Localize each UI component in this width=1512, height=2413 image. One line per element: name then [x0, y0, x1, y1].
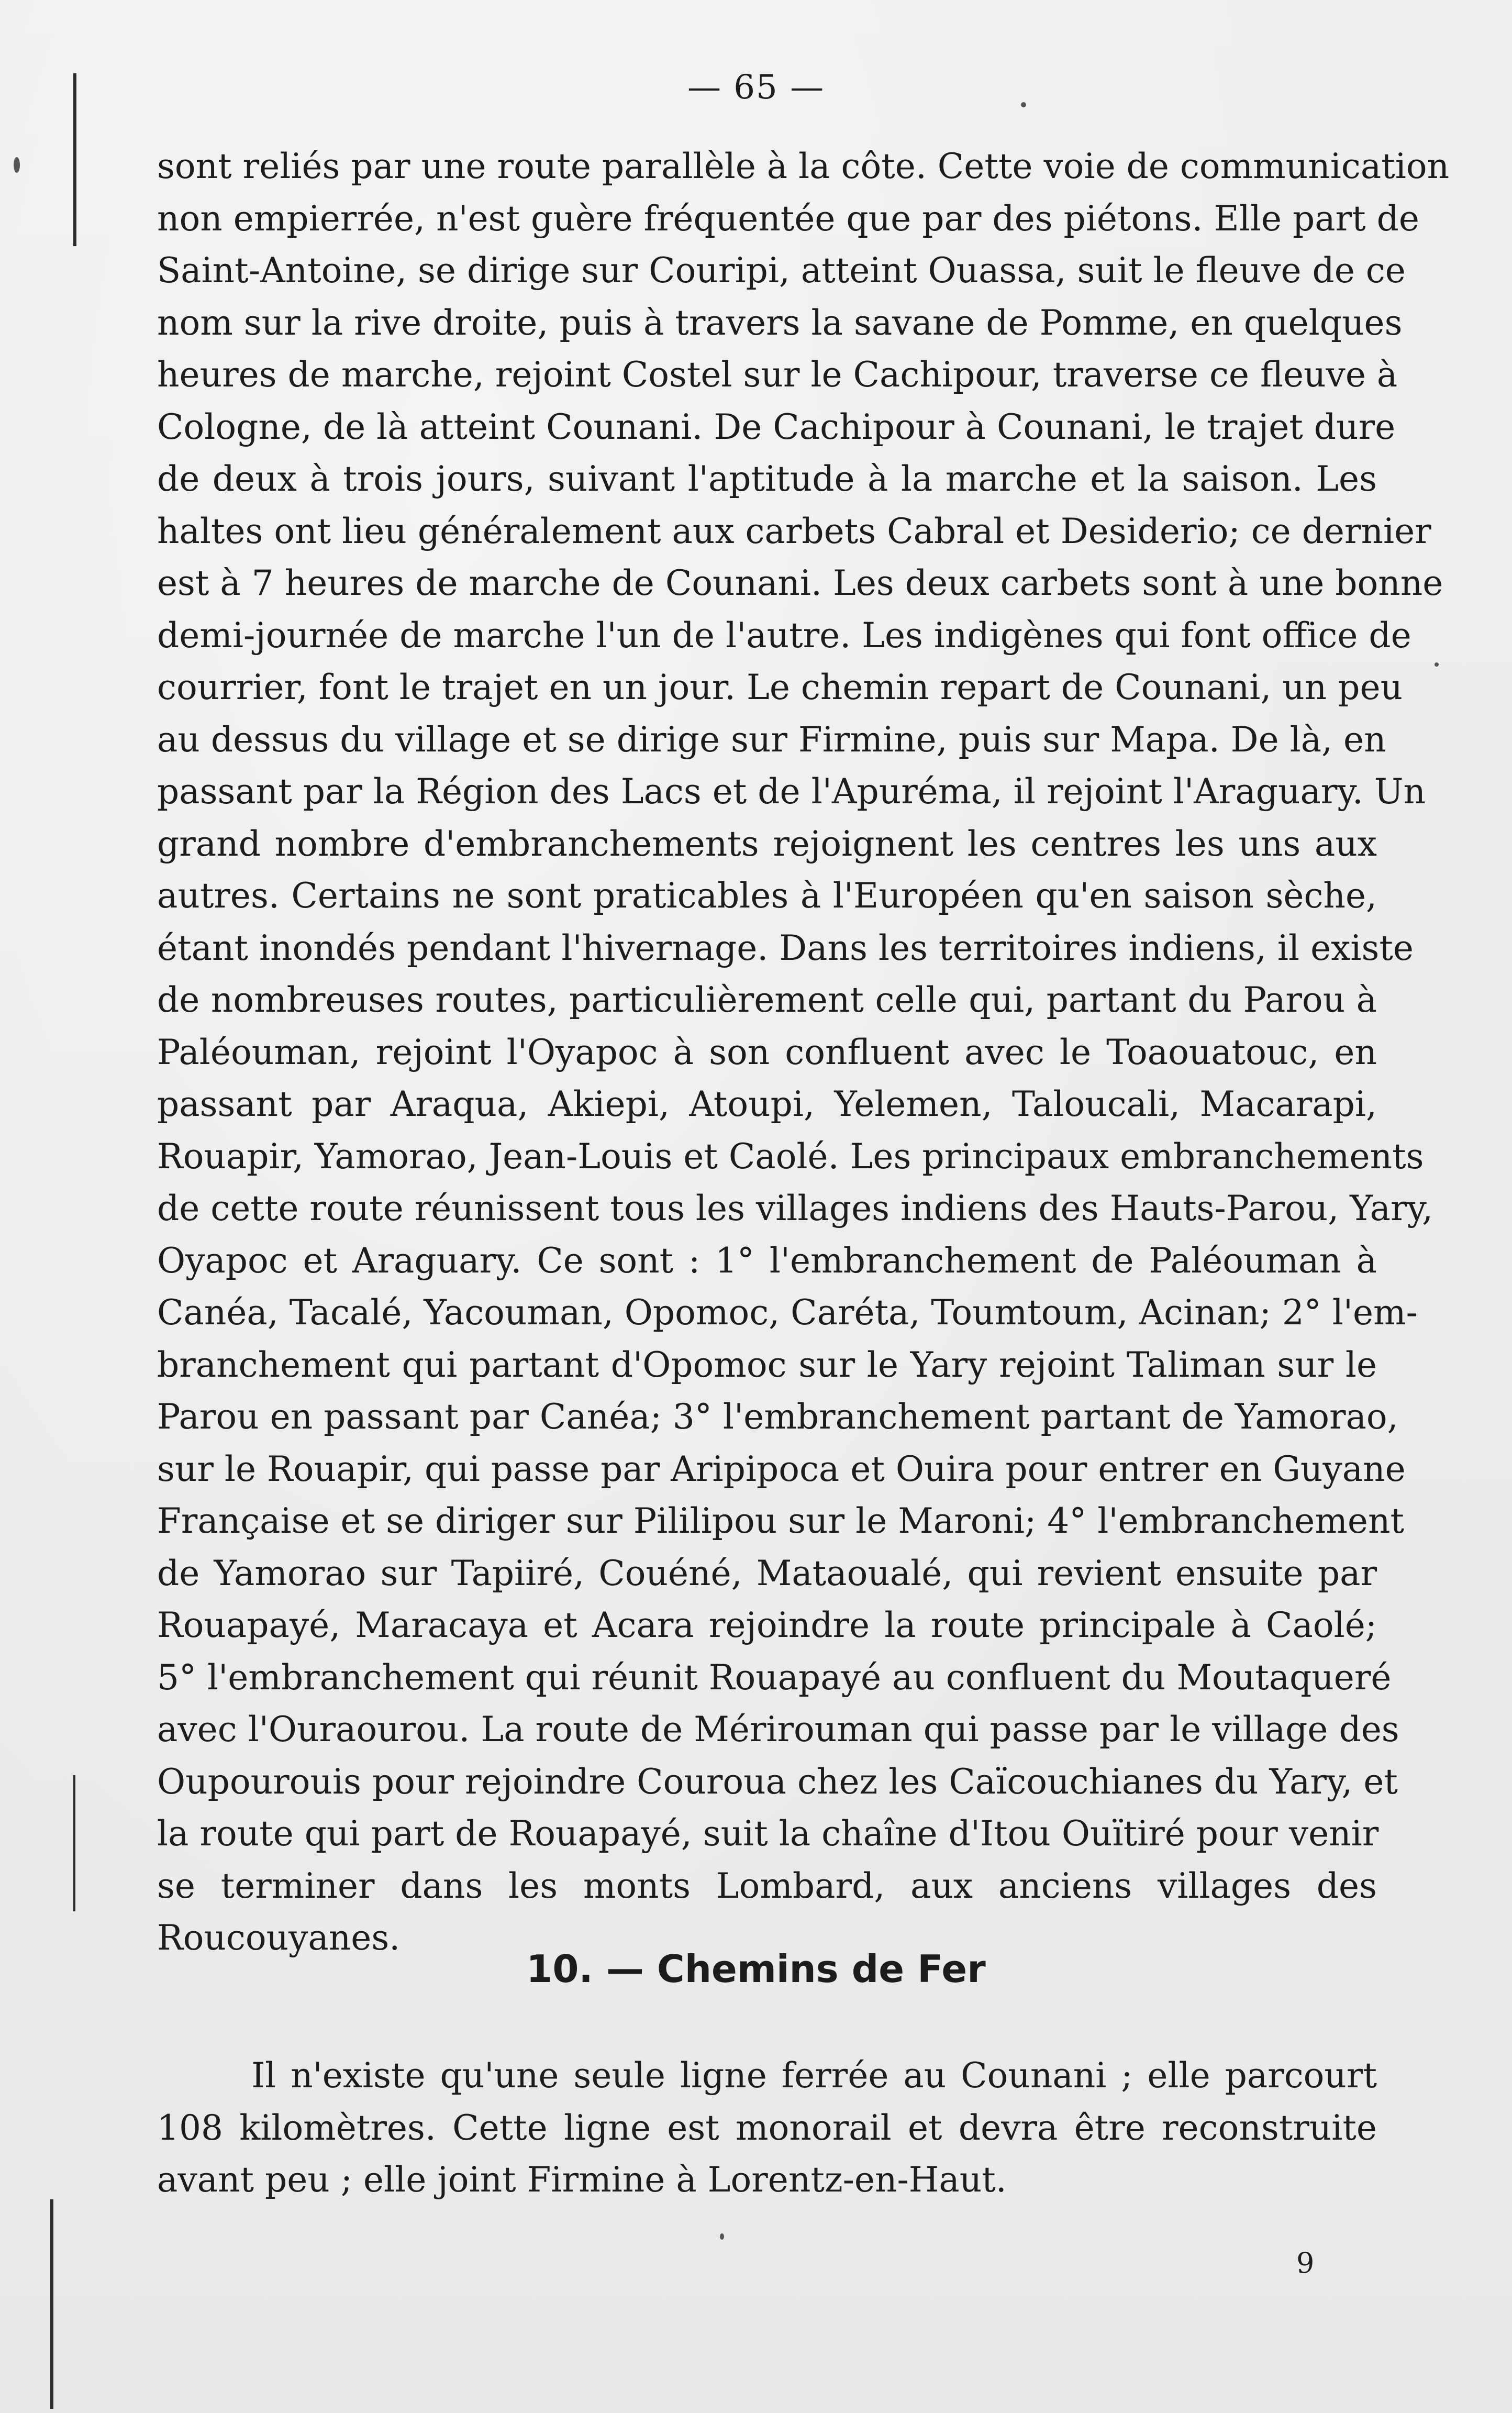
- text-line: étant inondés pendant l'hivernage. Dans les territoires indiens, il existe: [157, 927, 1414, 968]
- text-line: Française et se diriger sur Pililipou sur le Maroni; 4° l'embranchement: [157, 1501, 1404, 1541]
- text-line: de cette route réunissent tous les villages indiens des Hauts-Parou, Yary,: [157, 1188, 1433, 1228]
- ink-speck: [14, 157, 20, 173]
- text-line: se terminer dans les monts Lombard, aux anciens villages des: [157, 1865, 1377, 1906]
- printer-signature-mark: 9: [1296, 2246, 1315, 2279]
- body-paragraph: [157, 140, 1450, 1964]
- section-heading: 10. — Chemins de Fer: [526, 1947, 986, 1991]
- text-line: passant par Araqua, Akiepi, Atoupi, Yelemen, Taloucali, Macarapi,: [157, 1084, 1377, 1124]
- text-line: demi-journée de marche l'un de l'autre. Les indigènes qui font office de: [157, 615, 1411, 656]
- text-line: avant peu ; elle joint Firmine à Lorentz-en-Haut.: [157, 2160, 1007, 2200]
- text-line: haltes ont lieu généralement aux carbets Cabral et Desiderio; ce dernier: [157, 511, 1431, 551]
- text-line: nom sur la rive droite, puis à travers la savane de Pomme, en quelques: [157, 302, 1403, 343]
- text-line: Il n'existe qu'une seule ligne ferrée au Counani ; elle parcourt: [251, 2055, 1377, 2096]
- text-line: est à 7 heures de marche de Counani. Les deux carbets sont à une bonne: [157, 563, 1443, 603]
- text-line: autres. Certains ne sont praticables à l'Européen qu'en saison sèche,: [157, 876, 1377, 916]
- text-line: non empierrée, n'est guère fréquentée que par des piétons. Elle part de: [157, 198, 1419, 239]
- text-line: Rouapayé, Maracaya et Acara rejoindre la route principale à Caolé;: [157, 1605, 1377, 1645]
- text-line: 5° l'embranchement qui réunit Rouapayé au confluent du Moutaqueré: [157, 1657, 1392, 1698]
- text-line: sont reliés par une route parallèle à la côte. Cette voie de communication: [157, 146, 1450, 186]
- text-line: Oupourouis pour rejoindre Couroua chez les Caïcouchianes du Yary, et: [157, 1761, 1398, 1802]
- binding-edge-bottom: [50, 2199, 53, 2409]
- text-line: sur le Rouapir, qui passe par Aripipoca et Ouira pour entrer en Guyane: [157, 1448, 1406, 1489]
- text-line: passant par la Région des Lacs et de l'Apuréma, il rejoint l'Araguary. Un: [157, 771, 1426, 812]
- text-line: Parou en passant par Canéa; 3° l'embranchement partant de Yamorao,: [157, 1397, 1398, 1437]
- text-line: grand nombre d'embranchements rejoignent les centres les uns aux: [157, 823, 1377, 864]
- text-line: Rouapir, Yamorao, Jean-Louis et Caolé. Les principaux embranchements: [157, 1136, 1424, 1177]
- ink-speck: [1435, 662, 1439, 667]
- binding-edge-middle: [73, 1775, 75, 1911]
- text-line: avec l'Ouraourou. La route de Mérirouman qui passe par le village des: [157, 1709, 1399, 1750]
- ink-speck: [720, 2233, 724, 2240]
- text-line: Roucouyanes.: [157, 1918, 401, 1958]
- text-line: Canéa, Tacalé, Yacouman, Opomoc, Caréta, Toumtoum, Acinan; 2° l'em-: [157, 1292, 1418, 1333]
- text-line: Saint-Antoine, se dirige sur Couripi, atteint Ouassa, suit le fleuve de ce: [157, 250, 1406, 291]
- text-line: Cologne, de là atteint Counani. De Cachipour à Counani, le trajet dure: [157, 406, 1396, 447]
- text-line: la route qui part de Rouapayé, suit la chaîne d'Itou Ouïtiré pour venir: [157, 1813, 1379, 1854]
- text-line: au dessus du village et se dirige sur Firmine, puis sur Mapa. De là, en: [157, 719, 1386, 760]
- page-number: — 65 —: [687, 68, 825, 107]
- text-line: branchement qui partant d'Opomoc sur le Yary rejoint Taliman sur le: [157, 1344, 1377, 1385]
- text-line: Paléouman, rejoint l'Oyapoc à son confluent avec le Toaouatouc, en: [157, 1032, 1377, 1072]
- text-line: de Yamorao sur Tapiiré, Couéné, Mataoualé, qui revient ensuite par: [157, 1553, 1377, 1593]
- section-paragraph: [157, 2050, 1377, 2206]
- text-line: de nombreuses routes, particulièrement celle qui, partant du Parou à: [157, 980, 1377, 1020]
- text-line: courrier, font le trajet en un jour. Le chemin repart de Counani, un peu: [157, 667, 1403, 707]
- text-line: de deux à trois jours, suivant l'aptitude à la marche et la saison. Les: [157, 459, 1377, 499]
- text-line: Oyapoc et Araguary. Ce sont : 1° l'embranchement de Paléouman à: [157, 1240, 1377, 1281]
- text-line: 108 kilomètres. Cette ligne est monorail et devra être reconstruite: [157, 2107, 1377, 2148]
- text-line: heures de marche, rejoint Costel sur le Cachipour, traverse ce fleuve à: [157, 355, 1398, 395]
